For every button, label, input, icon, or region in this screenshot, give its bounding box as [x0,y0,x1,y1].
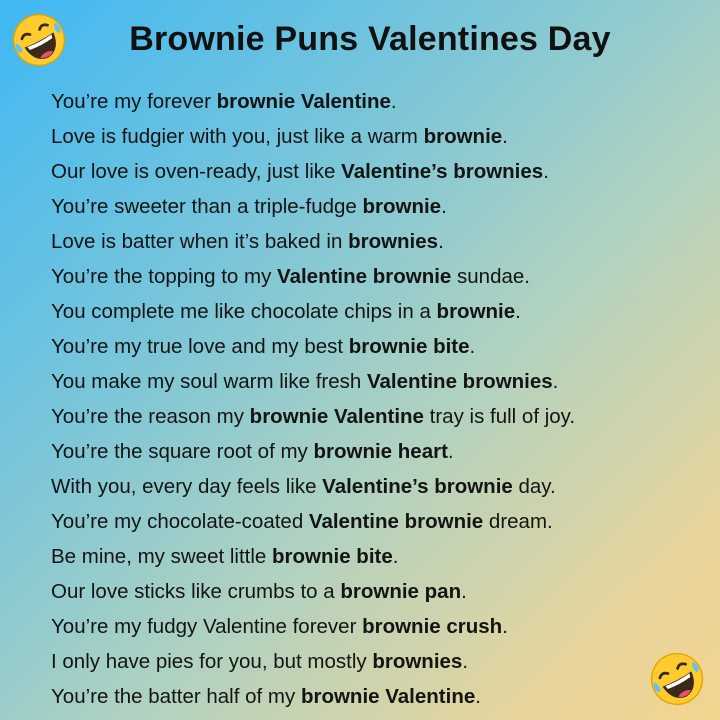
pun-text: Be mine, my sweet little [51,545,273,568]
pun-text-end: . [441,195,447,218]
pun-text: You’re my chocolate-coated [51,510,309,533]
pun-keyword: brownie [436,300,516,323]
pun-text-end: . [543,160,549,183]
pun-keyword: brownie Valentine [249,405,424,428]
pun-text-end: . [469,335,476,358]
pun-keyword: brownie [362,195,442,218]
pun-text-end: . [390,90,397,113]
pun-line [51,119,575,154]
pun-keyword: brownie pan [340,580,462,603]
pun-keyword: brownie [423,125,503,148]
pun-line [51,644,575,679]
pun-text-end: . [392,545,399,568]
pun-text-end: day. [512,475,556,498]
pun-line [51,574,575,609]
pun-text: Love is batter when it’s baked in [51,230,349,253]
pun-text: You make my soul warm like fresh [51,370,367,393]
pun-keyword: Valentine’s brownie [322,475,513,498]
pun-keyword: Valentine brownies [366,370,553,393]
pun-text: You’re the batter half of my [51,685,301,708]
pun-line [51,224,575,259]
pun-text-end: . [475,685,481,708]
pun-line [51,259,575,294]
pun-line [51,84,575,119]
pun-line [51,329,575,364]
pun-text: Our love sticks like crumbs to a [51,580,341,603]
pun-text-end: dream. [483,510,553,533]
pun-keyword: Valentine brownie [308,510,484,533]
pun-line [51,294,575,329]
pun-line [51,364,575,399]
pun-keyword: brownie crush [362,615,503,638]
pun-text: I only have pies for you, but mostly [51,650,373,673]
pun-line [51,679,575,714]
pun-line [51,189,575,224]
pun-keyword: brownies [348,230,439,253]
pun-keyword: Valentine brownie [277,265,452,288]
pun-text-end: . [461,580,467,603]
pun-text-end: . [552,370,559,393]
pun-text-end: sundae. [451,265,530,288]
pun-text-end: . [515,300,521,323]
pun-keyword: brownies [372,650,463,673]
pun-text: You’re the topping to my [51,265,278,288]
pun-text: You’re my forever [51,90,217,113]
pun-keyword: Valentine’s brownies [341,160,544,183]
pun-text-end: tray is full of joy. [423,405,576,428]
pun-text-end: . [447,440,454,463]
pun-text: You’re sweeter than a triple-fudge [51,195,363,218]
pun-line [51,434,575,469]
pun-line [51,609,575,644]
pun-text-end: . [502,125,508,148]
pun-line [51,399,575,434]
pun-keyword: brownie heart [313,440,448,463]
pun-keyword: brownie Valentine [300,685,476,708]
pun-text-end: . [462,650,469,673]
pun-keyword: brownie Valentine [216,90,391,113]
pun-text: You’re the reason my [51,405,250,428]
pun-list [51,84,575,714]
pun-text: Our love is oven-ready, just like [51,160,342,183]
pun-text: You’re my fudgy Valentine forever [51,615,363,638]
pun-text: You complete me like chocolate chips in a [51,300,437,323]
pun-text: With you, every day feels like [51,475,323,498]
pun-text: Love is fudgier with you, just like a warm [51,125,424,148]
pun-line [51,504,575,539]
rolling-on-floor-laughing-emoji-icon [648,650,706,708]
pun-text-end: . [502,615,508,638]
pun-line [51,469,575,504]
pun-text: You’re my true love and my best [51,335,349,358]
pun-line [51,539,575,574]
pun-line [51,154,575,189]
pun-keyword: brownie bite [272,545,393,568]
page-title: Brownie Puns Valentines Day [129,20,611,58]
pun-keyword: brownie bite [348,335,470,358]
pun-text-end: . [438,230,444,253]
pun-text: You’re the square root of my [51,440,314,463]
